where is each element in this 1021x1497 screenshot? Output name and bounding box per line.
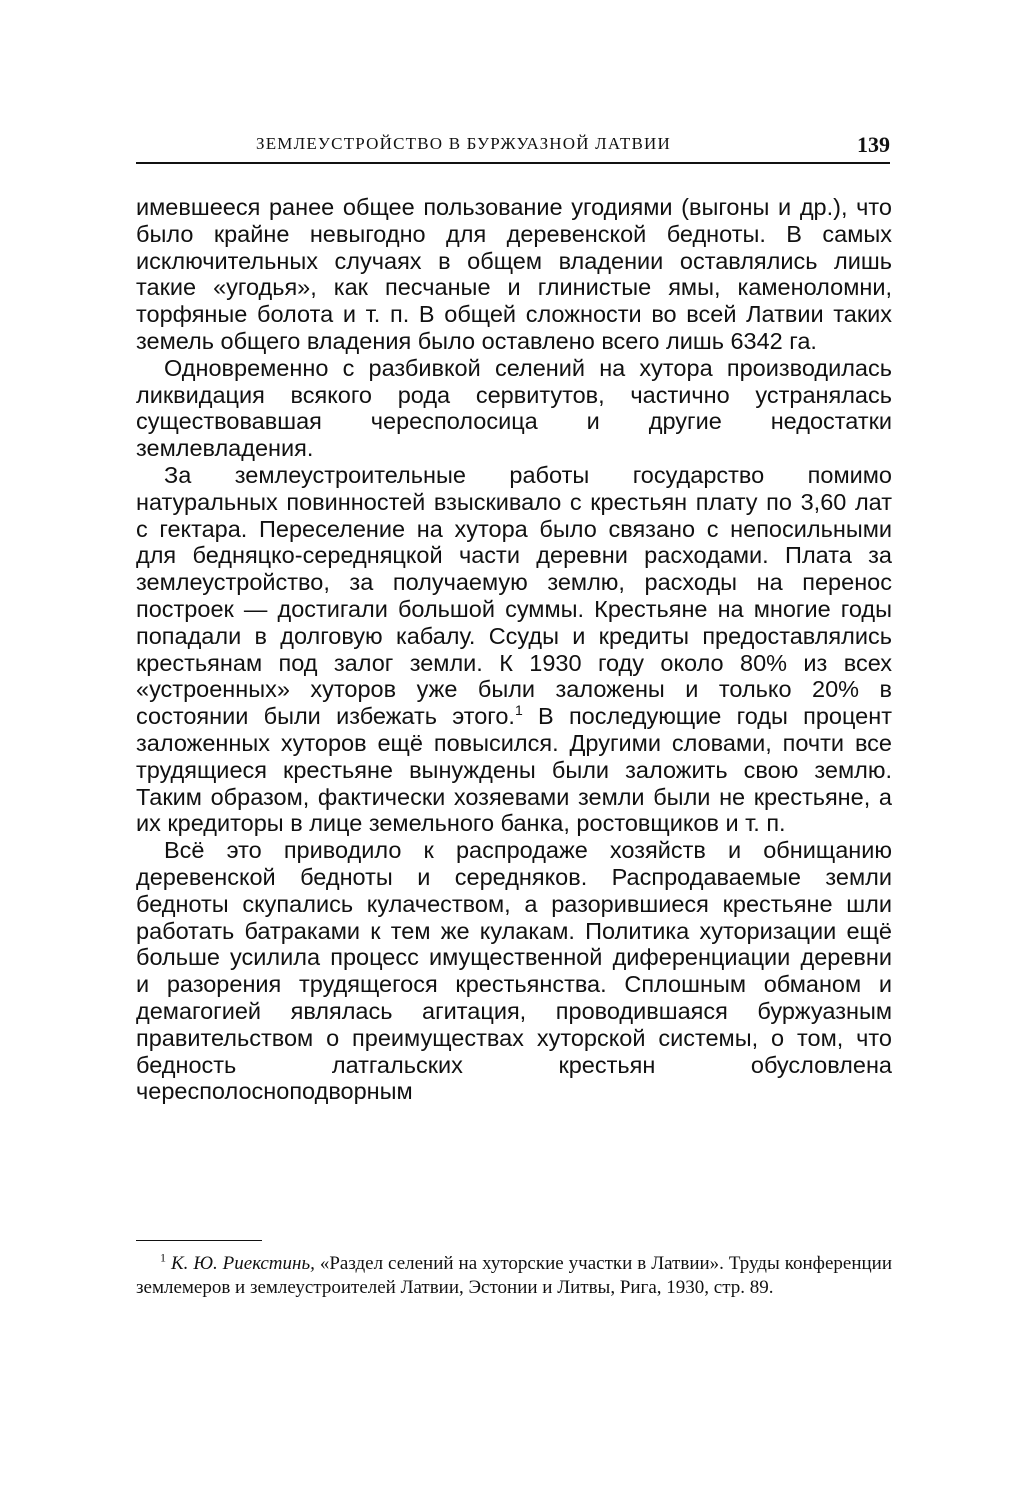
footnotes: [136, 1252, 892, 1300]
footnote-reference: 1: [514, 702, 523, 719]
main-text: [136, 194, 892, 1105]
page-number: 139: [857, 132, 890, 157]
paragraph-3: [136, 462, 892, 837]
footnote-text: «Раздел селений на хуторские участки в Латвии». Труды конференции землемеров и землеустроителей Латвии, Эстонии и Литвы, Рига, 1930, стр. 89.: [136, 1253, 892, 1298]
paragraph-3-text-before-ref: За землеустроительные работы государство помимо натуральных повинностей взыскивало с крестьян плату по 3,60 лат с гектара. Переселение на хутора было связано с непосильными для бедняцко-середняцкой части деревни расходами. Плата за землеустройство, за получаемую землю, расходы на перенос построек — достигали большой суммы. Крестьяне на многие годы попадали в долговую кабалу. Ссуды и кредиты предоставлялись крестьянам под залог земли. К 1930 году около 80% из всех «устроенных» хуторов уже были заложены и только 20% в состоянии были избежать этого.: [136, 461, 892, 730]
footnote-mark: 1: [160, 1250, 166, 1265]
footnote-1: [136, 1252, 892, 1300]
running-head: [136, 128, 890, 164]
footnote-divider: [136, 1240, 262, 1241]
paragraph-2: Одновременно с разбивкой селений на хутора производилась ликвидация всякого рода сервитутов, частично устранялась существовавшая чересполосица и другие недостатки землевладения.: [136, 354, 892, 462]
paragraph-1: имевшееся ранее общее пользование угодиями (выгоны и др.), что было крайне невыгодно для деревенской бедноты. В самых исключительных случаях в общем владении оставлялись лишь такие «угодья», как песчаные и глинистые ямы, каменоломни, торфяные болота и т. п. В общей сложности во всей Латвии таких земель общего владения было оставлено всего лишь 6342 га.: [136, 194, 892, 354]
running-title: ЗЕМЛЕУСТРОЙСТВО В БУРЖУАЗНОЙ ЛАТВИИ: [256, 134, 671, 153]
paragraph-4: Всё это приводило к распродаже хозяйств и обнищанию деревенской бедноты и середняков. Распродаваемые земли бедноты скупались кулачеством, а разорившиеся крестьяне шли работать батраками к тем же кулакам. Политика хуторизации ещё больше усилила процесс имущественной диференциации деревни и разорения трудящегося крестьянства. Сплошным обманом и демагогией являлась агитация, проводившаяся буржуазным правительством о преимуществах хуторской системы, о том, что бедность латгальских крестьян обусловлена чересполосноподворным: [136, 837, 892, 1105]
paragraph-3-text-after-ref: В последующие годы процент заложенных хуторов ещё повысился. Другими словами, почти все трудящиеся крестьяне вынуждены были заложить свою землю. Таким образом, фактически хозяевами земли были не крестьяне, а их кредиторы в лице земельного банка, ростовщиков и т. п.: [136, 703, 892, 837]
footnote-author: К. Ю. Риекстинь,: [170, 1253, 315, 1274]
